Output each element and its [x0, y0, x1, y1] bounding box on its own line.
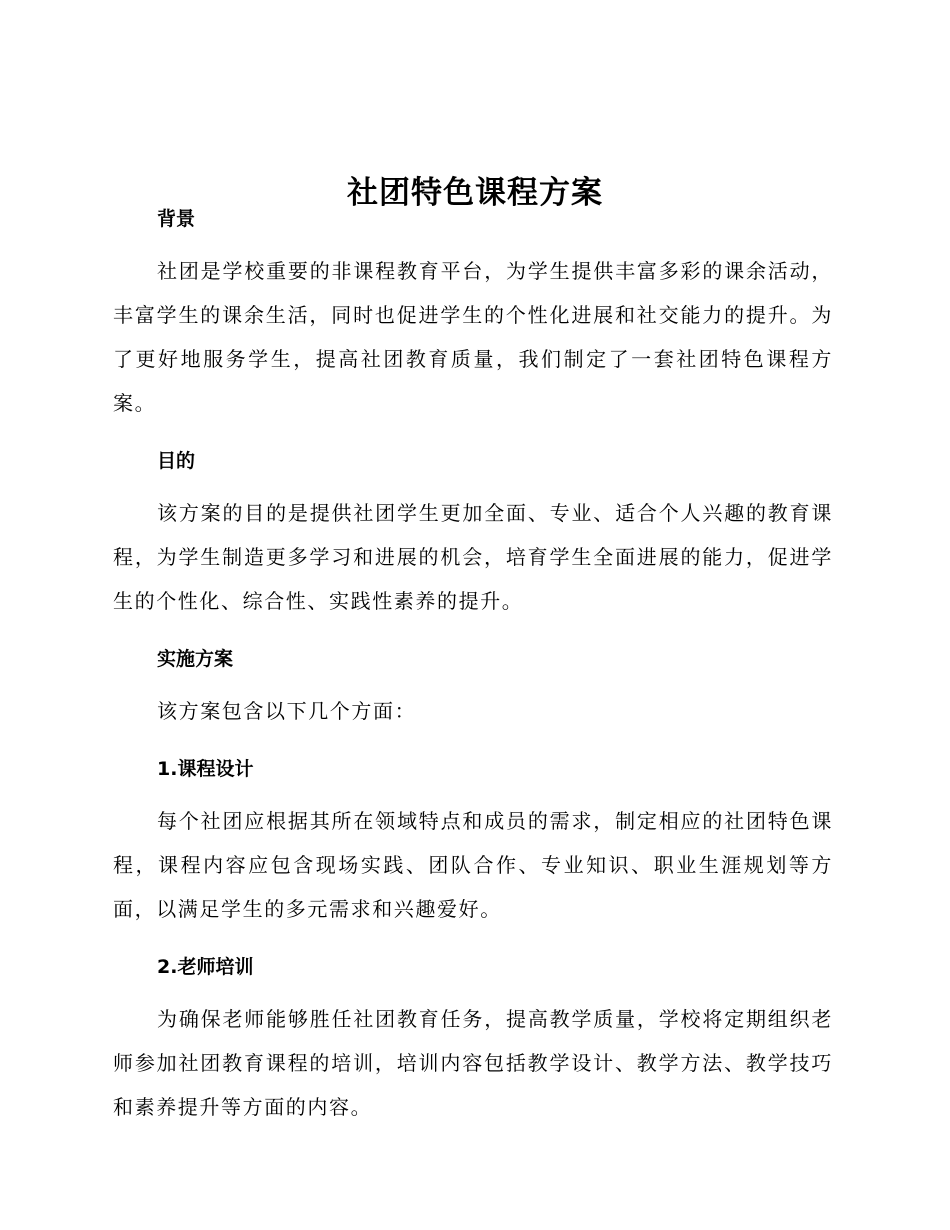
- section-paragraph: 每个社团应根据其所在领域特点和成员的需求，制定相应的社团特色课程，课程内容应包含现场实践、团队合作、专业知识、职业生涯规划等方面，以满足学生的多元需求和兴趣爱好。: [113, 809, 833, 921]
- section-purpose: [113, 442, 833, 623]
- section-implementation: [113, 640, 833, 733]
- section-paragraph: 该方案包含以下几个方面：: [157, 699, 417, 723]
- section-heading: 1.课程设计: [157, 758, 254, 780]
- section-paragraph: 社团是学校重要的非课程教育平台，为学生提供丰富多彩的课余活动，丰富学生的课余生活，同时也促进学生的个性化进展和社交能力的提升。为了更好地服务学生，提高社团教育质量，我们制定了一套社团特色课程方案。: [113, 259, 833, 415]
- section-teacher-training: [113, 948, 833, 1129]
- section-heading: 实施方案: [157, 648, 234, 670]
- section-background: [113, 200, 833, 425]
- section-paragraph: 为确保老师能够胜任社团教育任务，提高教学质量，学校将定期组织老师参加社团教育课程的培训，培训内容包括教学设计、教学方法、教学技巧和素养提升等方面的内容。: [113, 1007, 833, 1119]
- document-body: [113, 200, 833, 1129]
- document-title: 社团特色课程方案: [347, 174, 603, 211]
- section-paragraph: 该方案的目的是提供社团学生更加全面、专业、适合个人兴趣的教育课程，为学生制造更多学习和进展的机会，培育学生全面进展的能力，促进学生的个性化、综合性、实践性素养的提升。: [113, 501, 833, 613]
- section-heading: 背景: [157, 208, 196, 230]
- section-heading: 2.老师培训: [157, 956, 254, 978]
- section-heading: 目的: [157, 450, 196, 472]
- section-course-design: [113, 750, 833, 931]
